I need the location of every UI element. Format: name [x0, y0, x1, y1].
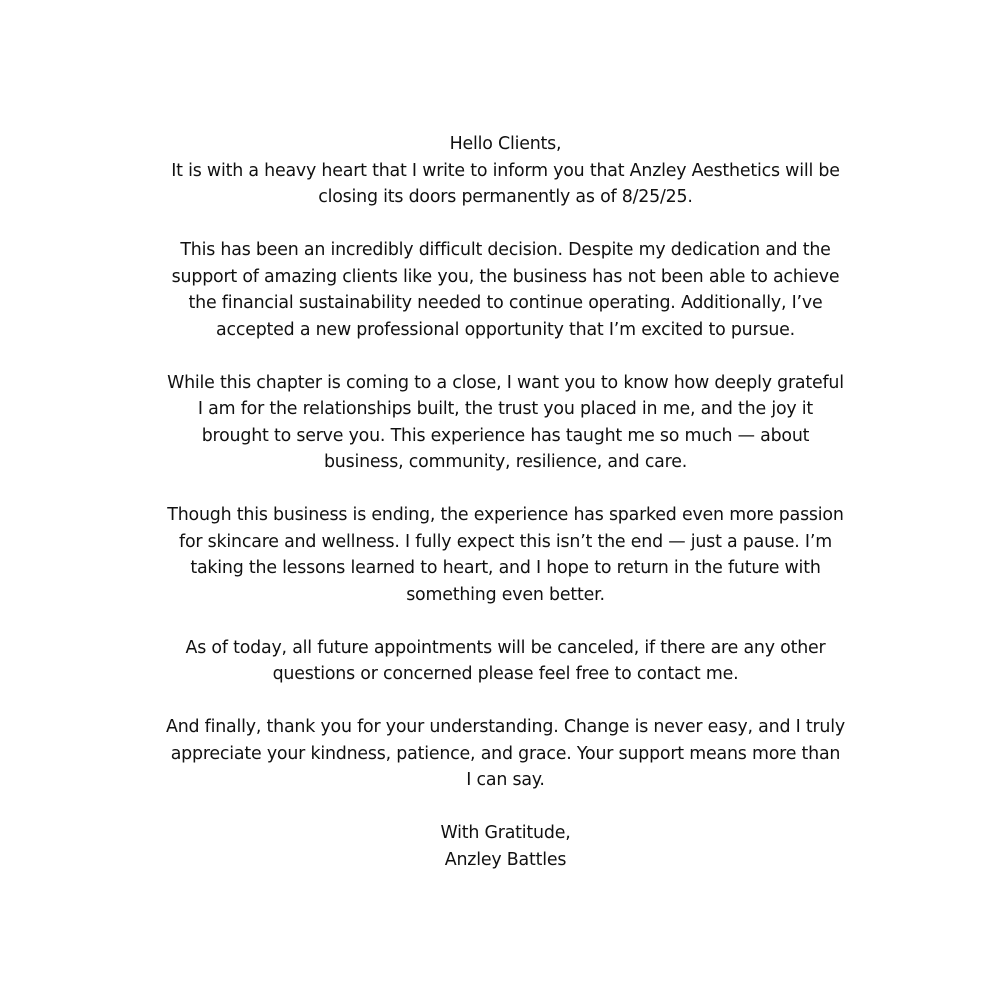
closing: With Gratitude, [440, 823, 571, 843]
paragraph-line: accepted a new professional opportunity that I’m excited to pursue. [216, 319, 795, 340]
signature: Anzley Battles [444, 849, 567, 870]
paragraph-line: questions or concerned please feel free to contact me. [272, 664, 739, 684]
letter-signoff [0, 820, 999, 873]
greeting: Hello Clients, [449, 134, 562, 154]
paragraph-line: While this chapter is coming to a close, I want you to know how deeply grateful [167, 372, 844, 393]
paragraph-line: for skincare and wellness. I fully expect this isn’t the end — just a pause. I’m [179, 531, 832, 552]
paragraph-decision [0, 237, 999, 343]
paragraph-line: I can say. [466, 770, 545, 790]
paragraph-line: appreciate your kindness, patience, and grace. Your support means more than [170, 743, 841, 764]
paragraph-gratitude [0, 370, 999, 476]
paragraph-future [0, 502, 999, 608]
intro-line: closing its doors permanently as of 8/25/25. [318, 187, 693, 207]
paragraph-line: Though this business is ending, the experience has sparked even more passion [167, 505, 844, 525]
paragraph-thanks [0, 714, 999, 794]
paragraph-line: And finally, thank you for your understanding. Change is never easy, and I truly [166, 717, 845, 737]
paragraph-line: This has been an incredibly difficult decision. Despite my dedication and the [180, 240, 831, 260]
paragraph-appointments [0, 635, 999, 688]
paragraph-line: support of amazing clients like you, the business has not been able to achieve [171, 266, 840, 287]
paragraph-line: something even better. [406, 584, 605, 605]
paragraph-line: business, community, resilience, and care. [323, 452, 688, 472]
paragraph-line: brought to serve you. This experience has taught me so much — about [201, 425, 810, 446]
paragraph-line: As of today, all future appointments will be canceled, if there are any other [185, 637, 826, 658]
paragraph-line: taking the lessons learned to heart, and I hope to return in the future with [190, 558, 821, 578]
letter-opening [0, 131, 999, 211]
intro-line: It is with a heavy heart that I write to inform you that Anzley Aesthetics will be [171, 160, 840, 181]
closure-letter [0, 131, 999, 873]
paragraph-line: I am for the relationships built, the trust you placed in me, and the joy it [197, 399, 814, 419]
paragraph-line: the financial sustainability needed to continue operating. Additionally, I’ve [188, 293, 823, 313]
